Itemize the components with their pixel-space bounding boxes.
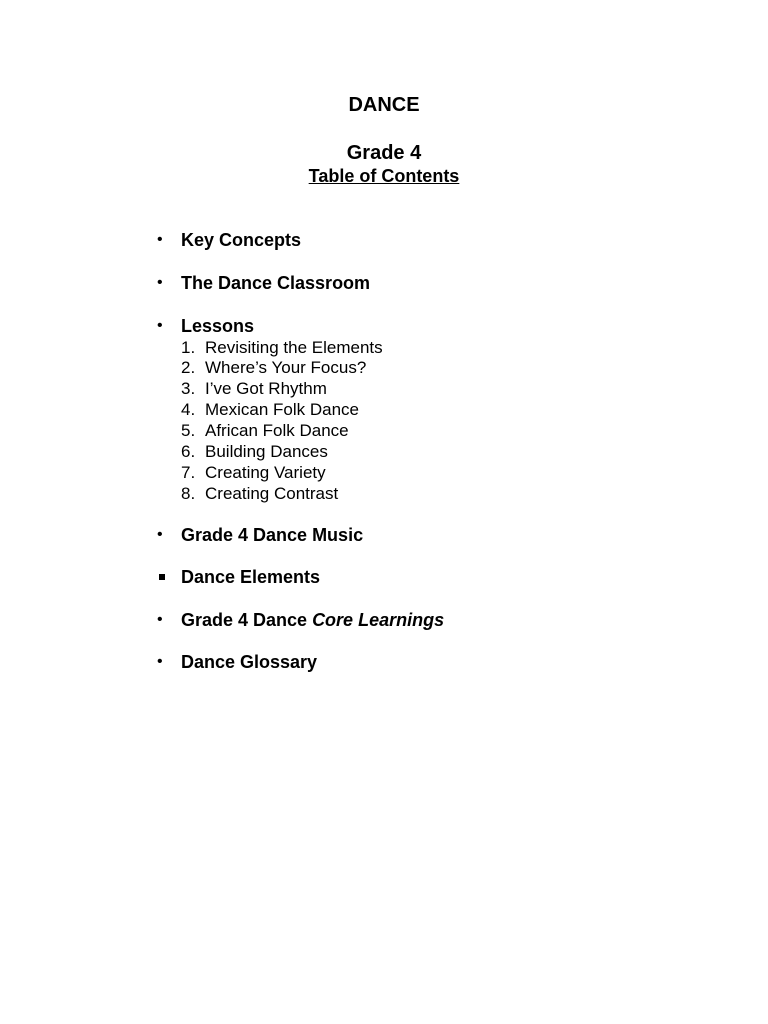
lesson-title: Mexican Folk Dance [205, 400, 360, 419]
document-title: DANCE [348, 94, 420, 116]
lesson-item [181, 483, 338, 504]
lesson-title: Creating Contrast [205, 484, 339, 503]
toc-item-label: The Dance Classroom [181, 273, 371, 293]
lesson-number: 6. [181, 442, 196, 461]
lesson-title: Where’s Your Focus? [205, 358, 367, 377]
lesson-item [181, 378, 327, 399]
toc-item-label: Key Concepts [181, 230, 302, 250]
grade-heading: Grade 4 [346, 142, 422, 164]
lesson-number: 4. [181, 400, 196, 419]
lesson-number: 5. [181, 421, 196, 440]
toc-heading: Table of Contents [308, 166, 460, 186]
toc-item-label [181, 609, 444, 631]
toc-item-label: Grade 4 Dance Music [181, 525, 364, 545]
bullet-icon: • [157, 317, 163, 334]
bullet-icon: • [157, 231, 163, 248]
lesson-number: 7. [181, 463, 196, 482]
lesson-number: 3. [181, 379, 196, 398]
square-bullet-icon [159, 574, 165, 580]
lesson-title: I’ve Got Rhythm [205, 379, 327, 398]
lesson-item [181, 420, 349, 441]
bullet-icon: • [157, 611, 163, 628]
toc-item-label-plain: Grade 4 Dance [181, 610, 313, 630]
lesson-title: African Folk Dance [205, 421, 349, 440]
bullet-icon: • [157, 526, 163, 543]
lesson-item [181, 337, 383, 358]
lesson-item [181, 357, 366, 378]
toc-item-label: Dance Glossary [181, 652, 318, 672]
lesson-number: 1. [181, 338, 196, 357]
toc-item-label: Dance Elements [181, 567, 321, 587]
bullet-icon: • [157, 653, 163, 670]
bullet-icon: • [157, 274, 163, 291]
lesson-title: Creating Variety [205, 463, 326, 482]
lesson-item [181, 399, 359, 420]
lesson-item [181, 462, 326, 483]
lesson-title: Revisiting the Elements [205, 338, 383, 357]
lesson-title: Building Dances [205, 442, 328, 461]
toc-item-label-italic: Core Learnings [312, 610, 445, 630]
toc-item-label: Lessons [181, 316, 255, 336]
lesson-number: 8. [181, 484, 196, 503]
lesson-item [181, 441, 328, 462]
lesson-number: 2. [181, 358, 196, 377]
